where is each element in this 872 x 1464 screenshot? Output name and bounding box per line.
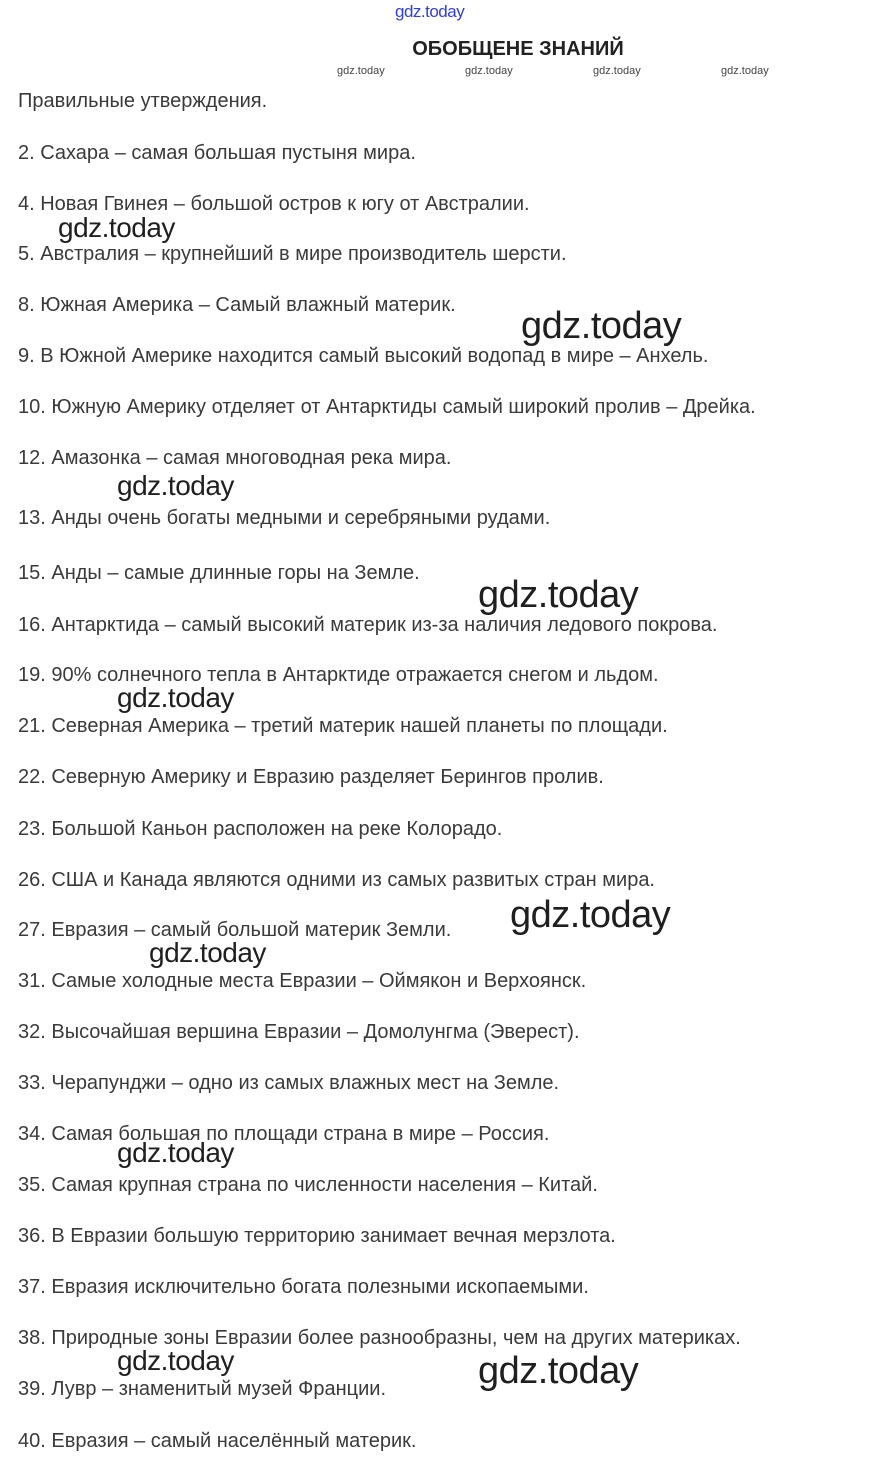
- watermark: gdz.today: [117, 1345, 234, 1376]
- statement-line: 40. Евразия – самый населённый материк.: [18, 1430, 417, 1452]
- watermark: gdz.today: [478, 574, 639, 616]
- statement-line: 4. Новая Гвинея – большой остров к югу от Австралии.: [18, 193, 530, 215]
- small-watermark: gdz.today: [337, 65, 385, 77]
- statement-line: 8. Южная Америка – Самый влажный материк.: [18, 294, 456, 316]
- statement-line: 2. Сахара – самая большая пустыня мира.: [18, 142, 416, 164]
- small-watermark: gdz.today: [593, 65, 641, 77]
- statement-line: 39. Лувр – знаменитый музей Франции.: [18, 1378, 387, 1400]
- statement-line: 19. 90% солнечного тепла в Антарктиде отражается снегом и льдом.: [18, 664, 659, 686]
- small-watermark: gdz.today: [465, 65, 513, 77]
- statement-line: 21. Северная Америка – третий материк нашей планеты по площади.: [18, 715, 668, 737]
- statement-line: 15. Анды – самые длинные горы на Земле.: [18, 562, 420, 584]
- watermark: gdz.today: [521, 305, 682, 347]
- statement-line: 10. Южную Америку отделяет от Антарктиды самый широкий пролив – Дрейка.: [18, 396, 756, 418]
- statement-line: 38. Природные зоны Евразии более разнообразны, чем на других материках.: [18, 1327, 741, 1349]
- statement-line: 5. Австралия – крупнейший в мире производитель шерсти.: [18, 243, 567, 265]
- watermark: gdz.today: [117, 682, 234, 713]
- statement-line: 32. Высочайшая вершина Евразии – Домолунгма (Эверест).: [18, 1021, 580, 1043]
- watermark: gdz.today: [478, 1350, 639, 1392]
- watermark: gdz.today: [117, 1137, 234, 1168]
- statement-line: 26. США и Канада являются одними из самых развитых стран мира.: [18, 869, 655, 891]
- statement-line: 13. Анды очень богаты медными и серебряными рудами.: [18, 507, 551, 529]
- small-watermark: gdz.today: [721, 65, 769, 77]
- page-title: ОБОБЩЕНЕ ЗНАНИЙ: [412, 38, 624, 60]
- statement-line: 9. В Южной Америке находится самый высокий водопад в мире – Анхель.: [18, 345, 709, 367]
- statement-line: 12. Амазонка – самая многоводная река мира.: [18, 447, 452, 469]
- statement-line: 34. Самая большая по площади страна в мире – Россия.: [18, 1123, 550, 1145]
- statement-line: 23. Большой Каньон расположен на реке Колорадо.: [18, 818, 503, 840]
- statement-line: 35. Самая крупная страна по численности населения – Китай.: [18, 1174, 598, 1196]
- intro-text: Правильные утверждения.: [18, 90, 268, 112]
- statement-line: 33. Черапунджи – одно из самых влажных мест на Земле.: [18, 1072, 560, 1094]
- watermark: gdz.today: [58, 212, 175, 243]
- statement-line: 31. Самые холодные места Евразии – Оймякон и Верхоянск.: [18, 970, 587, 992]
- watermark: gdz.today: [510, 894, 671, 936]
- header-watermark: gdz.today: [395, 2, 465, 21]
- statement-line: 27. Евразия – самый большой материк Земли.: [18, 919, 452, 941]
- statement-line: 22. Северную Америку и Евразию разделяет Берингов пролив.: [18, 766, 604, 788]
- statement-line: 16. Антарктида – самый высокий материк из-за наличия ледового покрова.: [18, 614, 718, 636]
- statement-line: 37. Евразия исключительно богата полезными ископаемыми.: [18, 1276, 589, 1298]
- watermark: gdz.today: [149, 937, 266, 968]
- watermark: gdz.today: [117, 470, 234, 501]
- statement-line: 36. В Евразии большую территорию занимает вечная мерзлота.: [18, 1225, 616, 1247]
